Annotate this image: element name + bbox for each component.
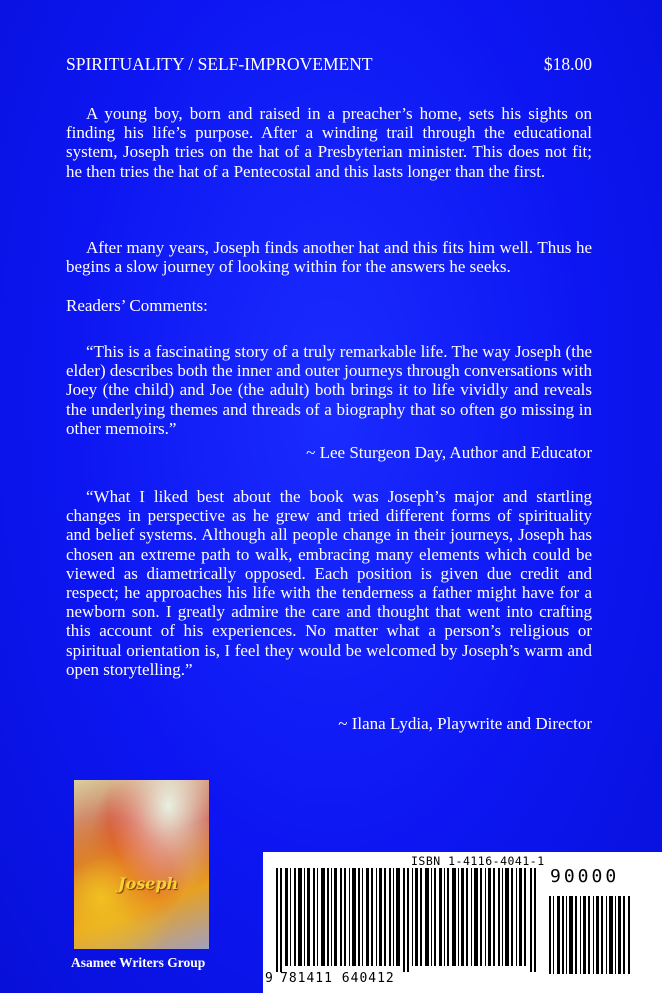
isbn-text: ISBN 1-4116-4041-1 — [411, 854, 545, 868]
book-cover-thumbnail — [74, 780, 209, 949]
publisher-name: Asamee Writers Group — [71, 955, 206, 970]
category-label: SPIRITUALITY / SELF-IMPROVEMENT — [66, 54, 373, 74]
comment-quote-1: “This is a fascinating story of a truly remarkable life. The way Joseph (the elder) describes both the inner and outer journeys through conversations with Joey (the child) and Joe (the adult) both brings it to life vividly and reveals the underlying themes and threads of a biography that so often go missing in other memoirs.” — [66, 342, 592, 438]
ean-barcode-bars — [276, 868, 538, 972]
price-label: $18.00 — [543, 54, 592, 74]
book-cover-title: Joseph — [118, 874, 179, 893]
comment-attribution-2: ~ Ilana Lydia, Playwrite and Director — [338, 714, 592, 733]
ean-digits: 781411 640412 — [280, 971, 395, 986]
synopsis-paragraph-1: A young boy, born and raised in a preacher’s home, sets his sights on finding his life’s purpose. After a winding trail through the educational system, Joseph tries on the hat of a Presbyterian minister. This does not fit; he then tries the hat of a Pentecostal and this lasts longer than the first. — [66, 104, 592, 181]
price-code-text: 90000 — [550, 866, 620, 887]
header — [66, 54, 592, 75]
comment-attribution-1: ~ Lee Sturgeon Day, Author and Educator — [306, 443, 592, 462]
barcode-panel — [263, 852, 662, 993]
ean-first-digit: 9 — [265, 971, 273, 986]
synopsis-paragraph-2: After many years, Joseph finds another hat and this fits him well. Thus he begins a slow journey of looking within for the answers he seeks. — [66, 238, 592, 277]
price-barcode-bars — [549, 896, 633, 974]
comment-quote-2: “What I liked best about the book was Joseph’s major and startling changes in perspective as he grew and tried different forms of spirituality and belief systems. Although all people change in their journeys, Joseph has chosen an extreme path to walk, embracing many elements which could be viewed as diametrically opposed. Each position is given due credit and respect; he approaches his life with the tenderness a father might have for a newborn son. I greatly admire the care and thought that went into crafting this account of his experiences. No matter what a person’s religious or spiritual orientation is, I feel they would be welcomed by Joseph’s warm and open storytelling.” — [66, 487, 592, 679]
comments-heading: Readers’ Comments: — [66, 296, 208, 315]
